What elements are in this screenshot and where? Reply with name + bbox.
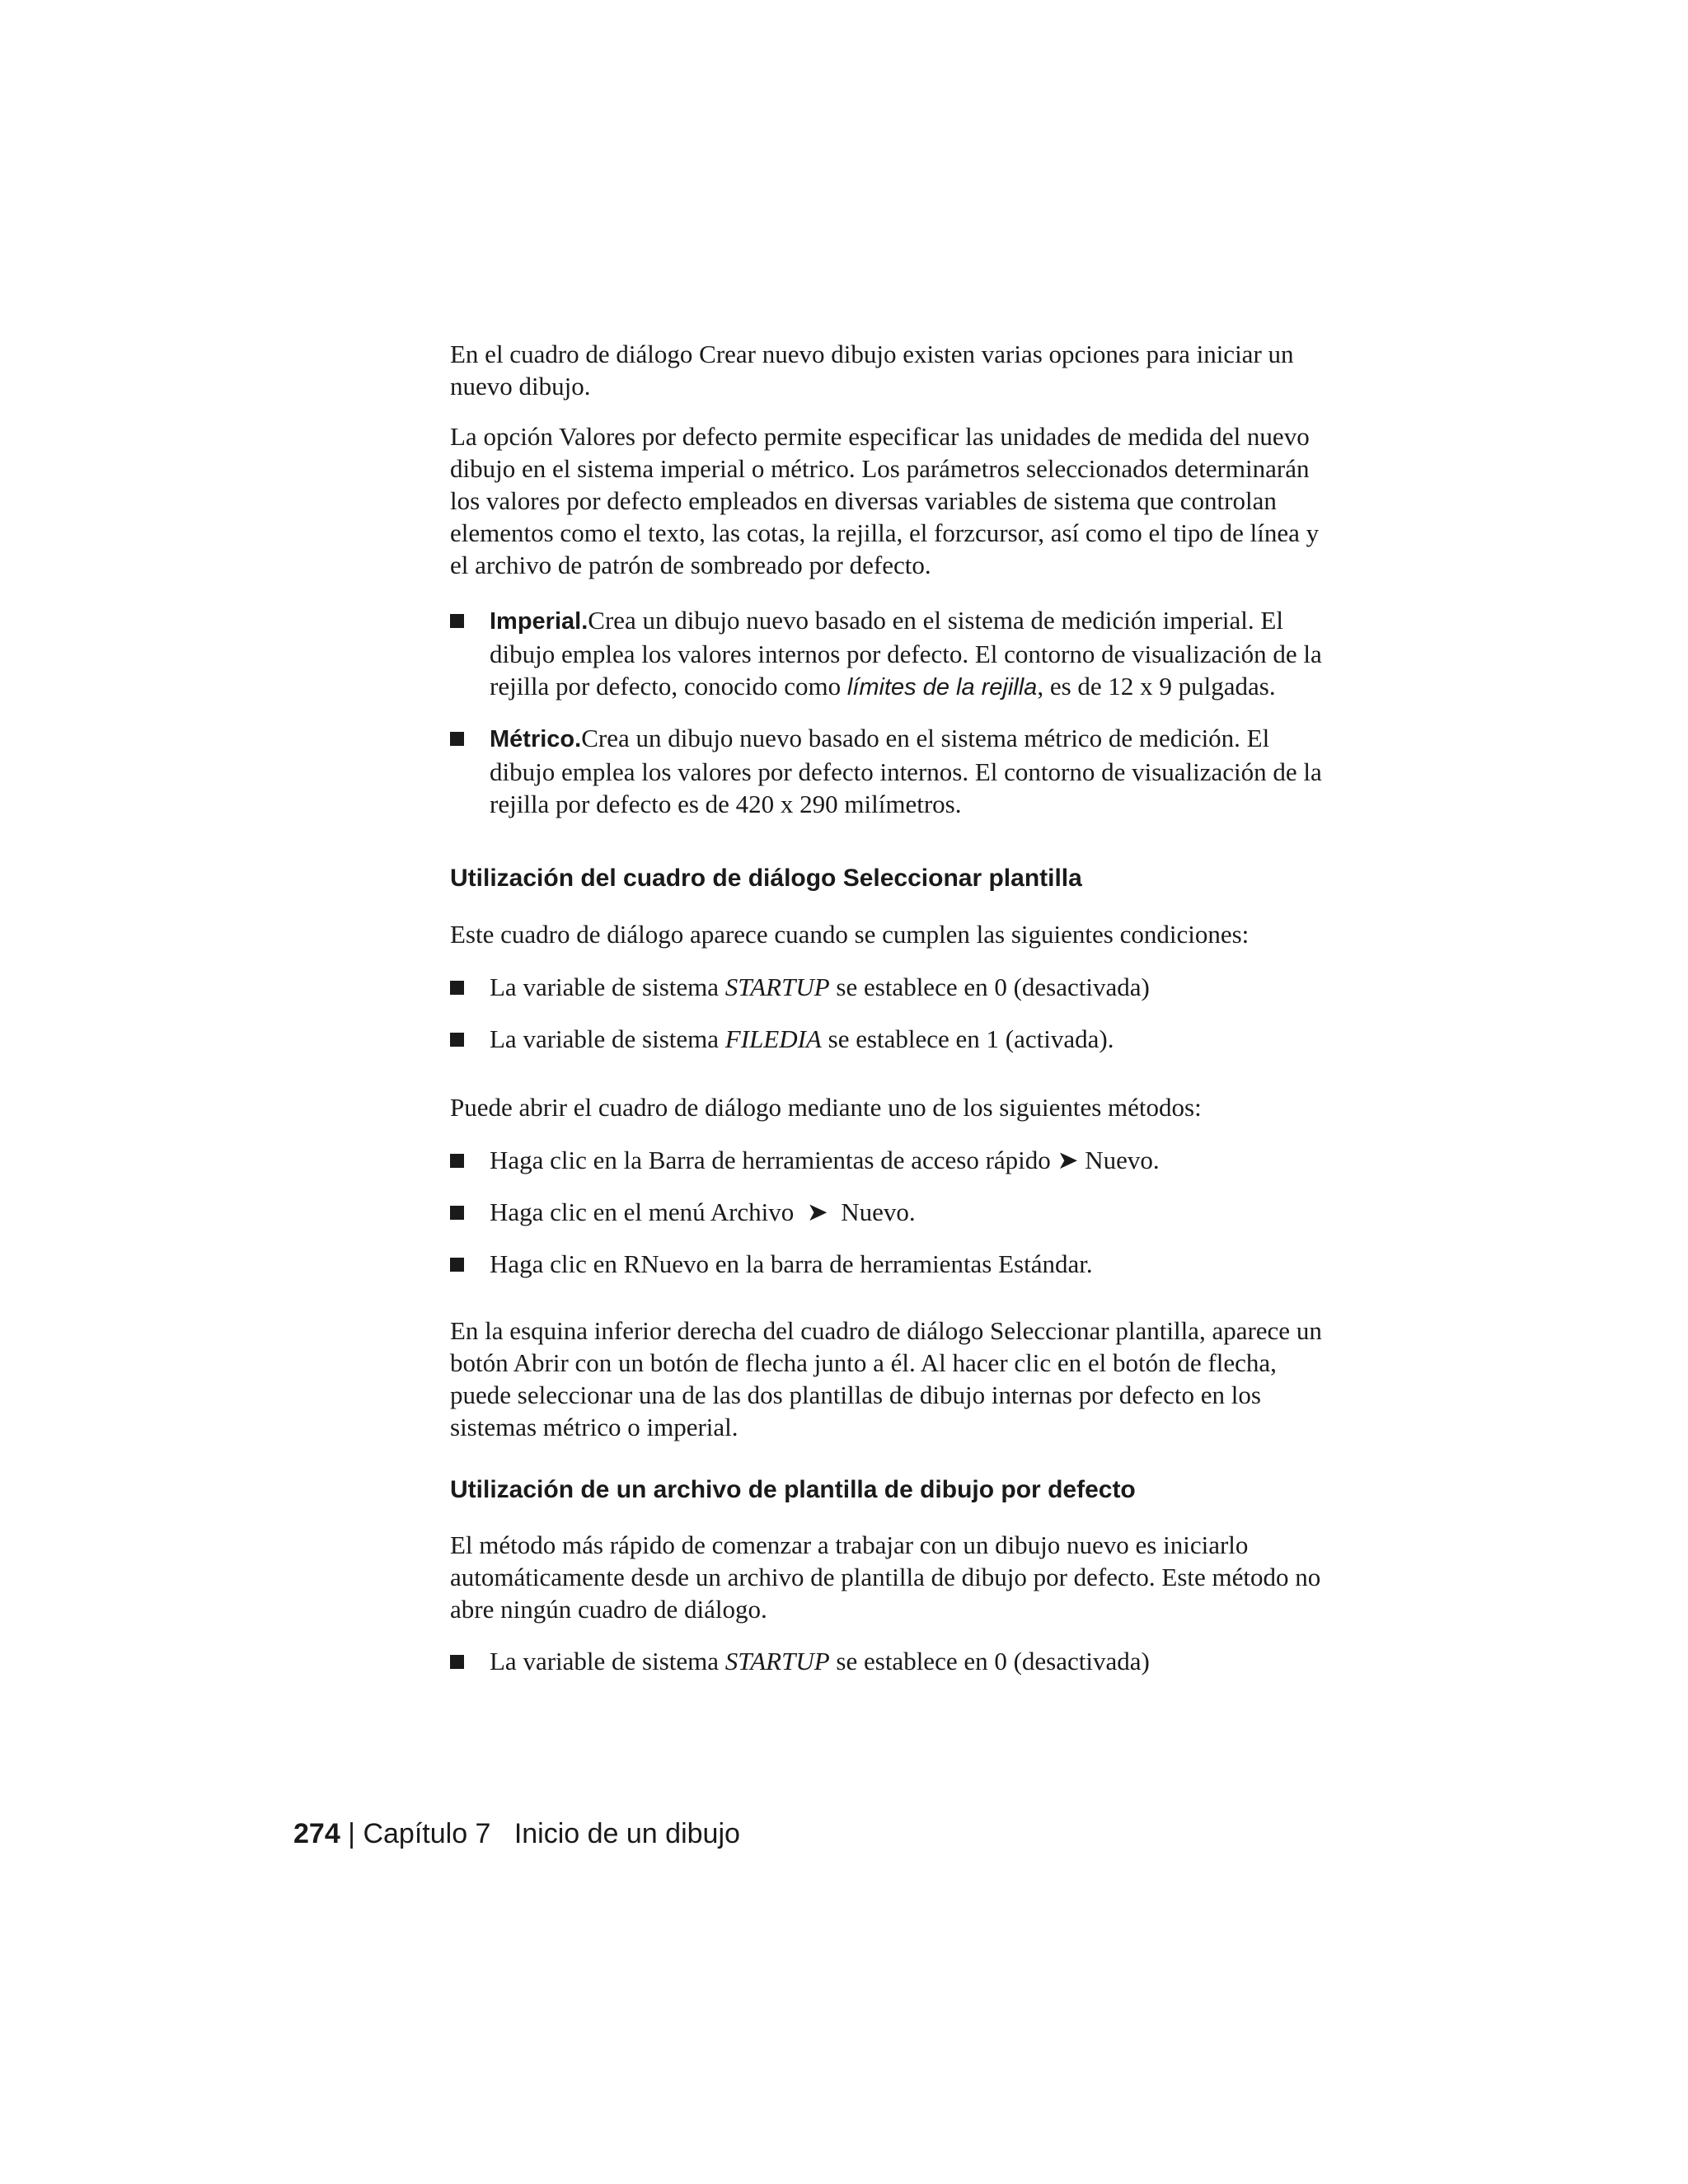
condition-text: La variable de sistema: [490, 972, 725, 1001]
list-item-condition-filedia: [450, 1023, 1340, 1055]
method-text: Haga clic en RNuevo en la barra de herramientas Estándar.: [490, 1249, 1093, 1278]
method-text: Haga clic en el menú Archivo ➤ Nuevo.: [490, 1197, 916, 1226]
chapter-label: Capítulo 7: [363, 1818, 491, 1849]
conditions-intro: Este cuadro de diálogo aparece cuando se cumplen las siguientes condiciones:: [450, 920, 1250, 949]
variable-name: STARTUP: [724, 1647, 830, 1675]
list-item-condition-startup: [450, 971, 1340, 1003]
bullet-icon: [450, 981, 464, 995]
units-list: [450, 604, 1340, 820]
term-imperial: Imperial.: [490, 608, 588, 635]
imperial-text: Crea un dibujo nuevo basado en el sistema de medición imperial. El dibujo emplea los valores internos por defecto. El contorno de visualización de la rejilla por defecto, conocido como: [490, 606, 1322, 701]
methods-intro: Puede abrir el cuadro de diálogo mediante uno de los siguientes métodos:: [450, 1093, 1202, 1122]
list-item-method: [450, 1248, 1340, 1280]
chapter-title: Inicio de un dibujo: [513, 1818, 740, 1849]
bullet-icon: [450, 1258, 464, 1272]
bullet-icon: [450, 1206, 464, 1220]
condition-text: La variable de sistema: [490, 1024, 725, 1053]
bullet-icon: [450, 1154, 464, 1168]
page-number: 274: [293, 1818, 340, 1849]
bullet-icon: [450, 1033, 464, 1047]
section-heading-template-dialog: Utilización del cuadro de diálogo Seleccionar plantilla: [450, 865, 1082, 892]
condition-text: se establece en 0 (desactivada): [829, 1647, 1150, 1675]
methods-list: [450, 1144, 1340, 1280]
section-heading-default-template: Utilización de un archivo de plantilla de dibujo por defecto: [450, 1476, 1136, 1503]
open-button-paragraph: En la esquina inferior derecha del cuadro de diálogo Seleccionar plantilla, aparece un botón Abrir con un botón de flecha junto a él. Al hacer clic en el botón de flecha, puede seleccionar una de las dos plantillas de dibujo internas por defecto en los sistemas métrico o imperial.: [450, 1316, 1322, 1441]
term-metric: Métrico.: [490, 726, 582, 752]
page-footer: [293, 1816, 740, 1852]
page-content: [450, 338, 1340, 1677]
list-item-imperial: [450, 604, 1340, 704]
list-item-method: [450, 1196, 1340, 1228]
intro-paragraph: En el cuadro de diálogo Crear nuevo dibujo existen varias opciones para iniciar un nuevo dibujo.: [450, 340, 1294, 401]
default-template-paragraph: El método más rápido de comenzar a trabajar con un dibujo nuevo es iniciarlo automáticamente desde un archivo de plantilla de dibujo por defecto. Este método no abre ningún cuadro de diálogo.: [450, 1530, 1321, 1624]
imperial-text-end: , es de 12 x 9 pulgadas.: [1037, 672, 1276, 701]
condition-text: se establece en 0 (desactivada): [829, 972, 1150, 1001]
method-text: Haga clic en la Barra de herramientas de acceso rápido ➤ Nuevo.: [490, 1146, 1160, 1174]
metric-text: Crea un dibujo nuevo basado en el sistema métrico de medición. El dibujo emplea los valores por defecto internos. El contorno de visualización de la rejilla por defecto es de 420 x 290 milímetros.: [490, 724, 1322, 818]
conditions-list: [450, 971, 1340, 1055]
variable-name: FILEDIA: [724, 1024, 822, 1053]
defaults-paragraph: La opción Valores por defecto permite especificar las unidades de medida del nuevo dibujo en el sistema imperial o métrico. Los parámetros seleccionados determinarán los valores por defecto empleados en diversas variables de sistema que controlan elementos como el texto, las cotas, la rejilla, el forzcursor, así como el tipo de línea y el archivo de patrón de sombreado por defecto.: [450, 422, 1320, 579]
bullet-icon: [450, 732, 464, 746]
condition-text: se establece en 1 (activada).: [821, 1024, 1114, 1053]
footer-separator: |: [340, 1818, 363, 1849]
startup-list: [450, 1645, 1340, 1677]
grid-limits-term: límites de la rejilla: [846, 674, 1038, 701]
condition-text: La variable de sistema: [490, 1647, 725, 1675]
list-item-condition-startup: [450, 1645, 1340, 1677]
bullet-icon: [450, 1655, 464, 1669]
list-item-method: [450, 1144, 1340, 1176]
list-item-metric: [450, 722, 1340, 820]
variable-name: STARTUP: [724, 972, 830, 1001]
bullet-icon: [450, 614, 464, 628]
